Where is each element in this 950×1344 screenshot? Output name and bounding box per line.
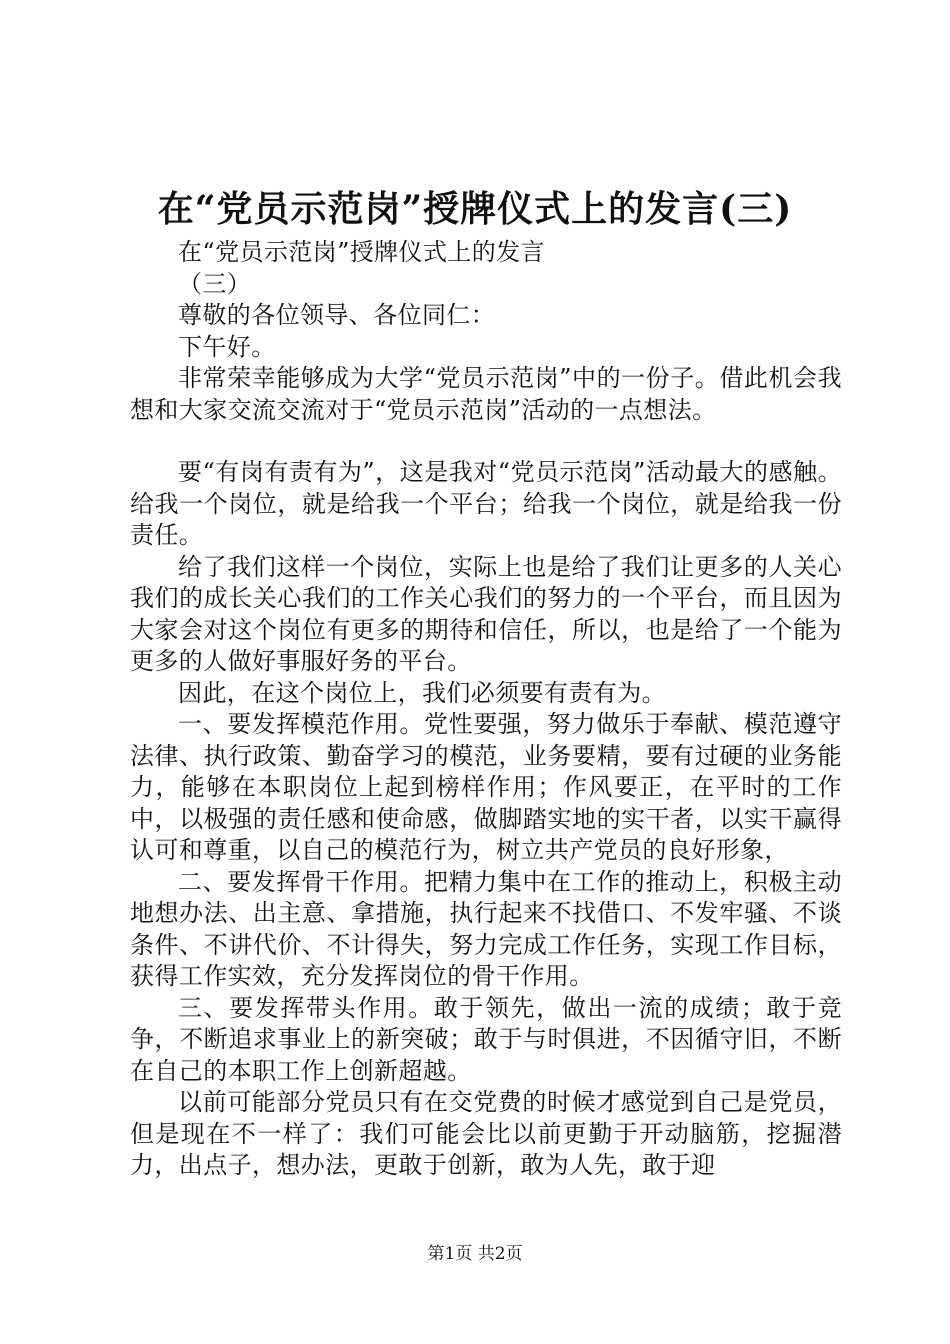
paragraph: 二、要发挥骨干作用。把精力集中在工作的推动上，积极主动地想办法、出主意、拿措施，执行起来不找借口、不发牢骚、不谈条件、不讲代价、不计得失，努力完成工作任务，实现工作目标，获得工作实效，充分发挥岗位的骨干作用。 — [130, 867, 842, 990]
paragraph-greeting: 下午好。 — [178, 332, 276, 361]
paragraph-salutation: 尊敬的各位领导、各位同仁： — [178, 301, 496, 329]
paragraph-subtitle-number: （三） — [178, 269, 252, 298]
paragraph: 给了我们这样一个岗位，实际上也是给了我们让更多的人关心我们的成长关心我们的工作关心我们的努力的一个平台，而且因为大家会对这个岗位有更多的期待和信任，所以，也是给了一个能为更多的人做好事服好务的平台。 — [130, 552, 842, 675]
paragraph-subtitle: 在“党员示范岗”授牌仪式上的发言 — [178, 238, 545, 266]
paragraph: 因此，在这个岗位上，我们必须要有责有为。 — [178, 678, 666, 707]
paragraph: 三、要发挥带头作用。敢于领先，做出一流的成绩；敢于竞争，不断追求事业上的新突破；敢于与时俱进，不因循守旧，不断在自己的本职工作上创新超越。 — [130, 993, 842, 1085]
paragraph: 以前可能部分党员只有在交党费的时候才感觉到自己是党员，但是现在不一样了：我们可能会比以前更勤于开动脑筋，挖掘潜力，出点子，想办法，更敢于创新，敢为人先，敢于迎 — [130, 1088, 842, 1179]
page-footer: 第1页 共2页 — [427, 1244, 523, 1264]
document-title: 在“党员示范岗”授牌仪式上的发言(三) — [157, 188, 793, 230]
paragraph: 要“有岗有责有为”，这是我对“党员示范岗”活动最大的感触。给我一个岗位，就是给我一个平台；给我一个岗位，就是给我一份责任。 — [130, 458, 842, 549]
paragraph-intro: 非常荣幸能够成为大学“党员示范岗”中的一份子。借此机会我想和大家交流交流对于“党员示范岗”活动的一点想法。 — [130, 364, 842, 424]
document-body — [130, 237, 842, 1182]
paragraph: 一、要发挥模范作用。党性要强，努力做乐于奉献、模范遵守法律、执行政策、勤奋学习的模范，业务要精，要有过硬的业务能力，能够在本职岗位上起到榜样作用；作风要正，在平时的工作中，以极强的责任感和使命感，做脚踏实地的实干者，以实干赢得认可和尊重，以自己的模范行为，树立共产党员的良好形象， — [130, 710, 842, 864]
